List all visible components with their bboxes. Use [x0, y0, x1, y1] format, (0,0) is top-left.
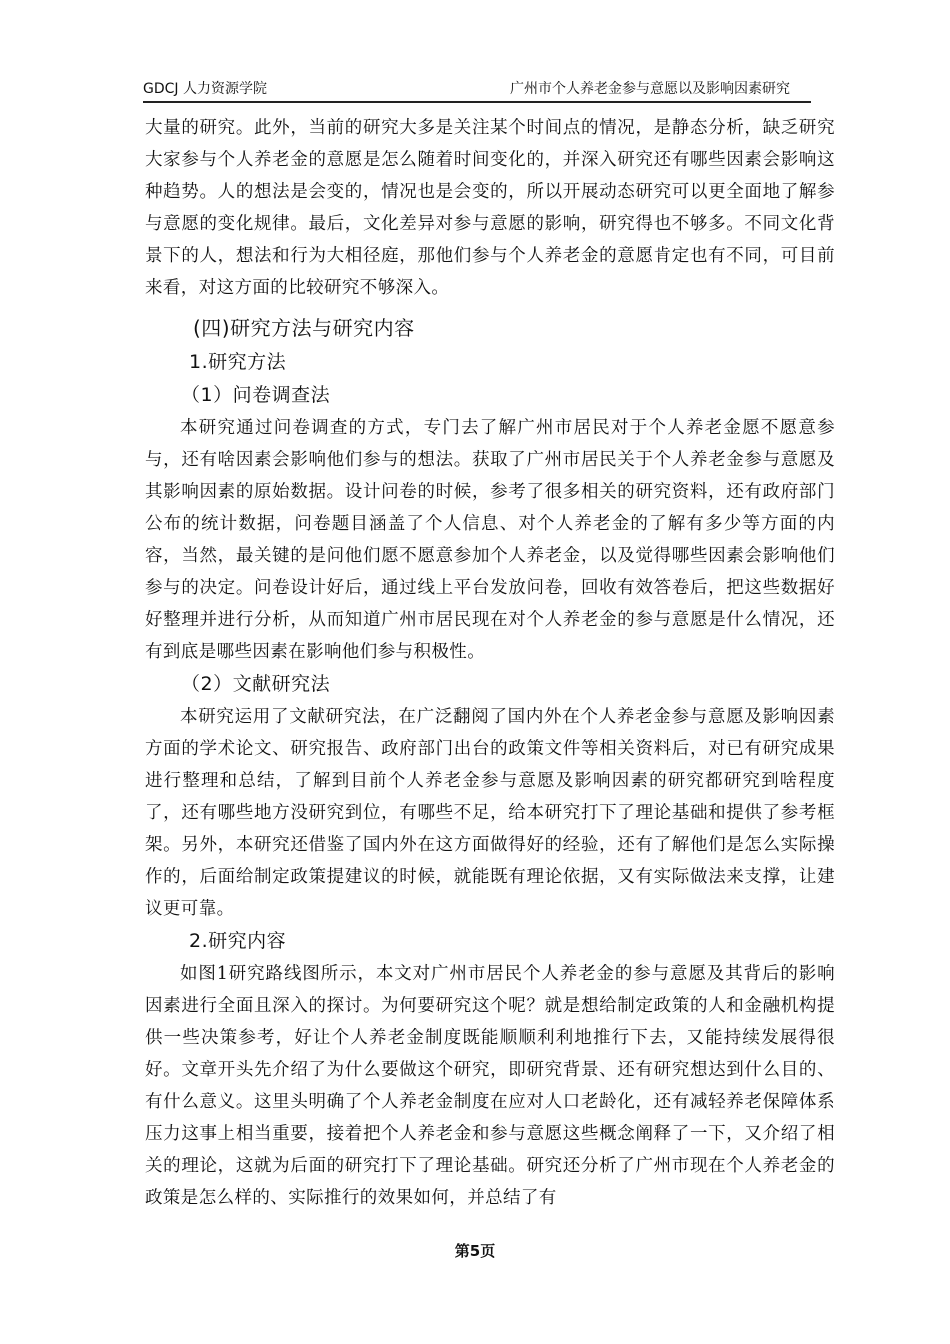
- page-number: 第5页: [454, 1242, 496, 1260]
- paragraph-continuation: 大量的研究。此外，当前的研究大多是关注某个时间点的情况，是静态分析，缺乏研究大家参与个人养老金的意愿是怎么随着时间变化的，并深入研究还有哪些因素会影响这种趋势。人的想法是会变的，情况也是会变的，所以开展动态研究可以更全面地了解参与意愿的变化规律。最后，文化差异对参与意愿的影响，研究得也不够多。不同文化背景下的人，想法和行为大相径庭，那他们参与个人养老金的意愿肯定也有不同，可目前来看，对这方面的比较研究不够深入。: [145, 118, 835, 298]
- subsection-heading-methods: 1.研究方法: [189, 351, 287, 373]
- subsection-heading-content: 2.研究内容: [189, 930, 287, 952]
- header-title: 广州市个人养老金参与意愿以及影响因素研究: [510, 81, 790, 97]
- header-institution: GDCJ 人力资源学院: [143, 81, 267, 97]
- section-heading: (四)研究方法与研究内容: [193, 316, 415, 340]
- paragraph-survey: 本研究通过问卷调查的方式，专门去了解广州市居民对于个人养老金愿不愿意参与，还有啥因素会影响他们参与的想法。获取了广州市居民关于个人养老金参与意愿及其影响因素的原始数据。设计问卷的时候，参考了很多相关的研究资料，还有政府部门公布的统计数据，问卷题目涵盖了个人信息、对个人养老金的了解有多少等方面的内容，当然，最关键的是问他们愿不愿意参加个人养老金，以及觉得哪些因素会影响他们参与的决定。问卷设计好后，通过线上平台发放问卷，回收有效答卷后，把这些数据好好整理并进行分析，从而知道广州市居民现在对个人养老金的参与意愿是什么情况，还有到底是哪些因素在影响他们参与积极性。: [145, 418, 835, 662]
- page-header: [143, 78, 810, 102]
- page-body: [145, 112, 835, 1214]
- subsubsection-heading-literature: （2）文献研究法: [181, 673, 331, 695]
- header-rule: [143, 101, 811, 103]
- paragraph-content: 如图1研究路线图所示，本文对广州市居民个人养老金的参与意愿及其背后的影响因素进行全面且深入的探讨。为何要研究这个呢？就是想给制定政策的人和金融机构提供一些决策参考，好让个人养老金制度既能顺顺利利地推行下去，又能持续发展得很好。文章开头先介绍了为什么要做这个研究，即研究背景、还有研究想达到什么目的、有什么意义。这里头明确了个人养老金制度在应对人口老龄化，还有减轻养老保障体系压力这事上相当重要，接着把个人养老金和参与意愿这些概念阐释了一下，又介绍了相关的理论，这就为后面的研究打下了理论基础。研究还分析了广州市现在个人养老金的政策是怎么样的、实际推行的效果如何，并总结了有: [145, 964, 835, 1208]
- subsubsection-heading-survey: （1）问卷调查法: [181, 384, 331, 406]
- paragraph-literature: 本研究运用了文献研究法，在广泛翻阅了国内外在个人养老金参与意愿及影响因素方面的学术论文、研究报告、政府部门出台的政策文件等相关资料后，对已有研究成果进行整理和总结，了解到目前个人养老金参与意愿及影响因素的研究都研究到啥程度了，还有哪些地方没研究到位，有哪些不足，给本研究打下了理论基础和提供了参考框架。另外，本研究还借鉴了国内外在这方面做得好的经验，还有了解他们是怎么实际操作的，后面给制定政策提建议的时候，就能既有理论依据，又有实际做法来支撑，让建议更可靠。: [145, 707, 835, 919]
